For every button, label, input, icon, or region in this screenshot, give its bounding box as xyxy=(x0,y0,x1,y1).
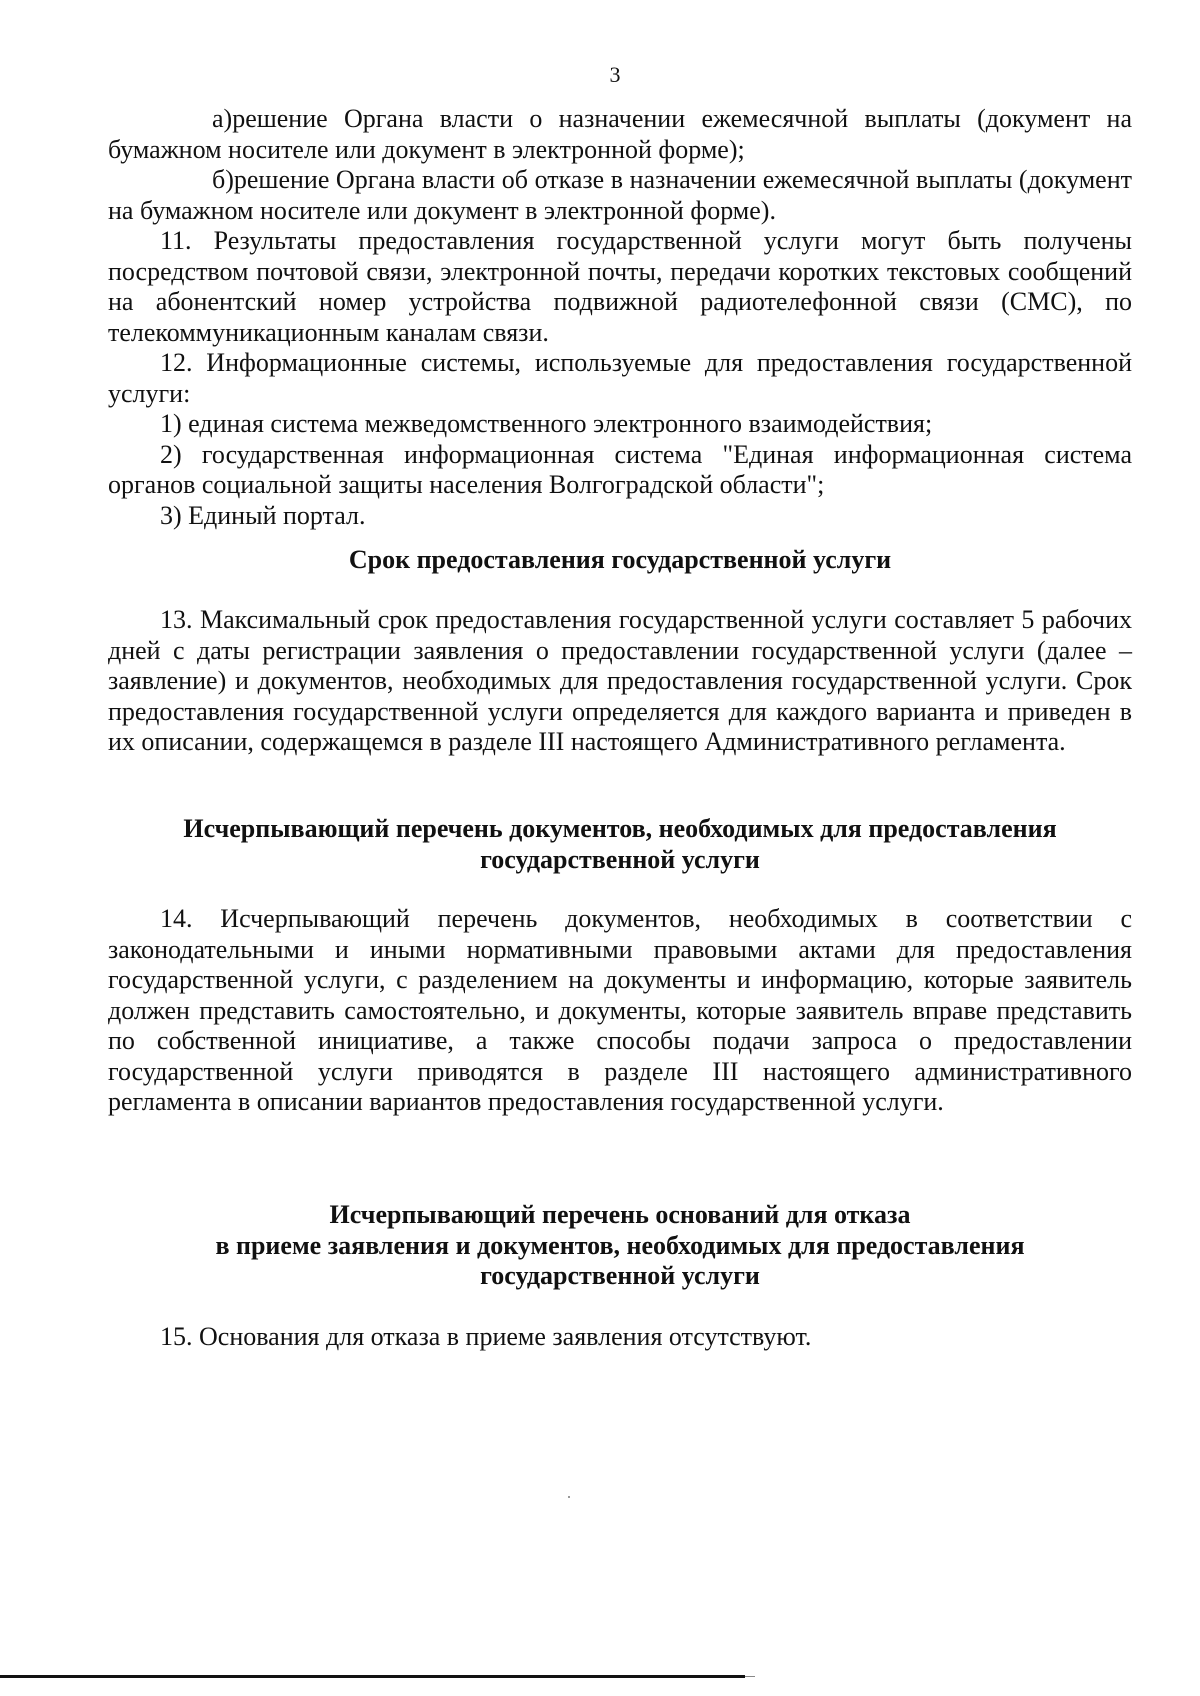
paragraph-14: 14. Исчерпывающий перечень документов, необходимых в соответствии с законодательными и иными нормативными правовыми актами для предоставления государственной услуги, с разделением на документы и информацию, которые заявитель должен представить самостоятельно, и документы, которые заявитель вправе представить по собственной инициативе, а также способы подачи запроса о предоставлении государственной услуги приводятся в разделе III настоящего административного регламента в описании вариантов предоставления государственной услуги. xyxy=(108,904,1132,1116)
page-bottom-rule-tail xyxy=(745,1676,755,1677)
section-documents-heading-wrap xyxy=(108,814,1132,875)
scan-speck xyxy=(568,1496,570,1498)
item-b-text: решение Органа власти об отказе в назначении ежемесячной выплаты (документ на бумажном носителе или документ в электронной форме). xyxy=(108,165,1132,225)
paragraph-13: 13. Максимальный срок предоставления государственной услуги составляет 5 рабочих дней с даты регистрации заявления о предоставлении государственной услуги (далее – заявление) и документов, необходимых для предоставления государственной услуги. Срок предоставления государственной услуги определяется для каждого варианта и приведен в их описании, содержащемся в разделе III настоящего Административного регламента. xyxy=(108,605,1132,756)
item-a xyxy=(108,104,1132,165)
paragraph-11: 11. Результаты предоставления государственной услуги могут быть получены посредством почтовой связи, электронной почты, передачи коротких текстовых сообщений на абонентский номер устройства подвижной радиотелефонной связи (СМС), по телекоммуникационным каналам связи. xyxy=(108,226,1132,347)
item-a-text: решение Органа власти о назначении ежемесячной выплаты (документ на бумажном носителе или документ в электронной форме); xyxy=(108,104,1132,164)
list-item: 1) единая система межведомственного электронного взаимодействия; xyxy=(160,409,933,438)
section-heading: государственной услуги xyxy=(480,844,760,874)
paragraph-15: 15. Основания для отказа в приеме заявления отсутствуют. xyxy=(160,1322,812,1351)
section-heading: Срок предоставления государственной услуги xyxy=(348,545,892,574)
section-heading: государственной услуги xyxy=(480,1261,760,1290)
section-refusal-body xyxy=(108,1322,1132,1353)
paragraph-12: 12. Информационные системы, используемые для предоставления государственной услуги: xyxy=(108,348,1132,408)
list-item: 2) государственная информационная система "Единая информационная система органов социальной защиты населения Волгоградской области"; xyxy=(108,439,1132,499)
item-b xyxy=(108,165,1132,226)
results-block xyxy=(108,104,1132,531)
item-a-label: а) xyxy=(212,104,233,133)
section-srok-heading-wrap xyxy=(108,545,1132,576)
section-heading: Исчерпывающий перечень оснований для отказа xyxy=(329,1200,911,1229)
section-srok-body xyxy=(108,605,1132,758)
section-refusal-heading-wrap xyxy=(108,1200,1132,1292)
section-heading: Исчерпывающий перечень документов, необходимых для предоставления xyxy=(183,814,1057,843)
section-documents-body xyxy=(108,904,1132,1118)
section-heading: в приеме заявления и документов, необходимых для предоставления xyxy=(215,1230,1025,1260)
page-bottom-rule xyxy=(0,1675,745,1678)
list-item: 3) Единый портал. xyxy=(160,500,366,530)
page-number: 3 xyxy=(609,62,621,87)
item-b-label: б) xyxy=(212,165,234,194)
